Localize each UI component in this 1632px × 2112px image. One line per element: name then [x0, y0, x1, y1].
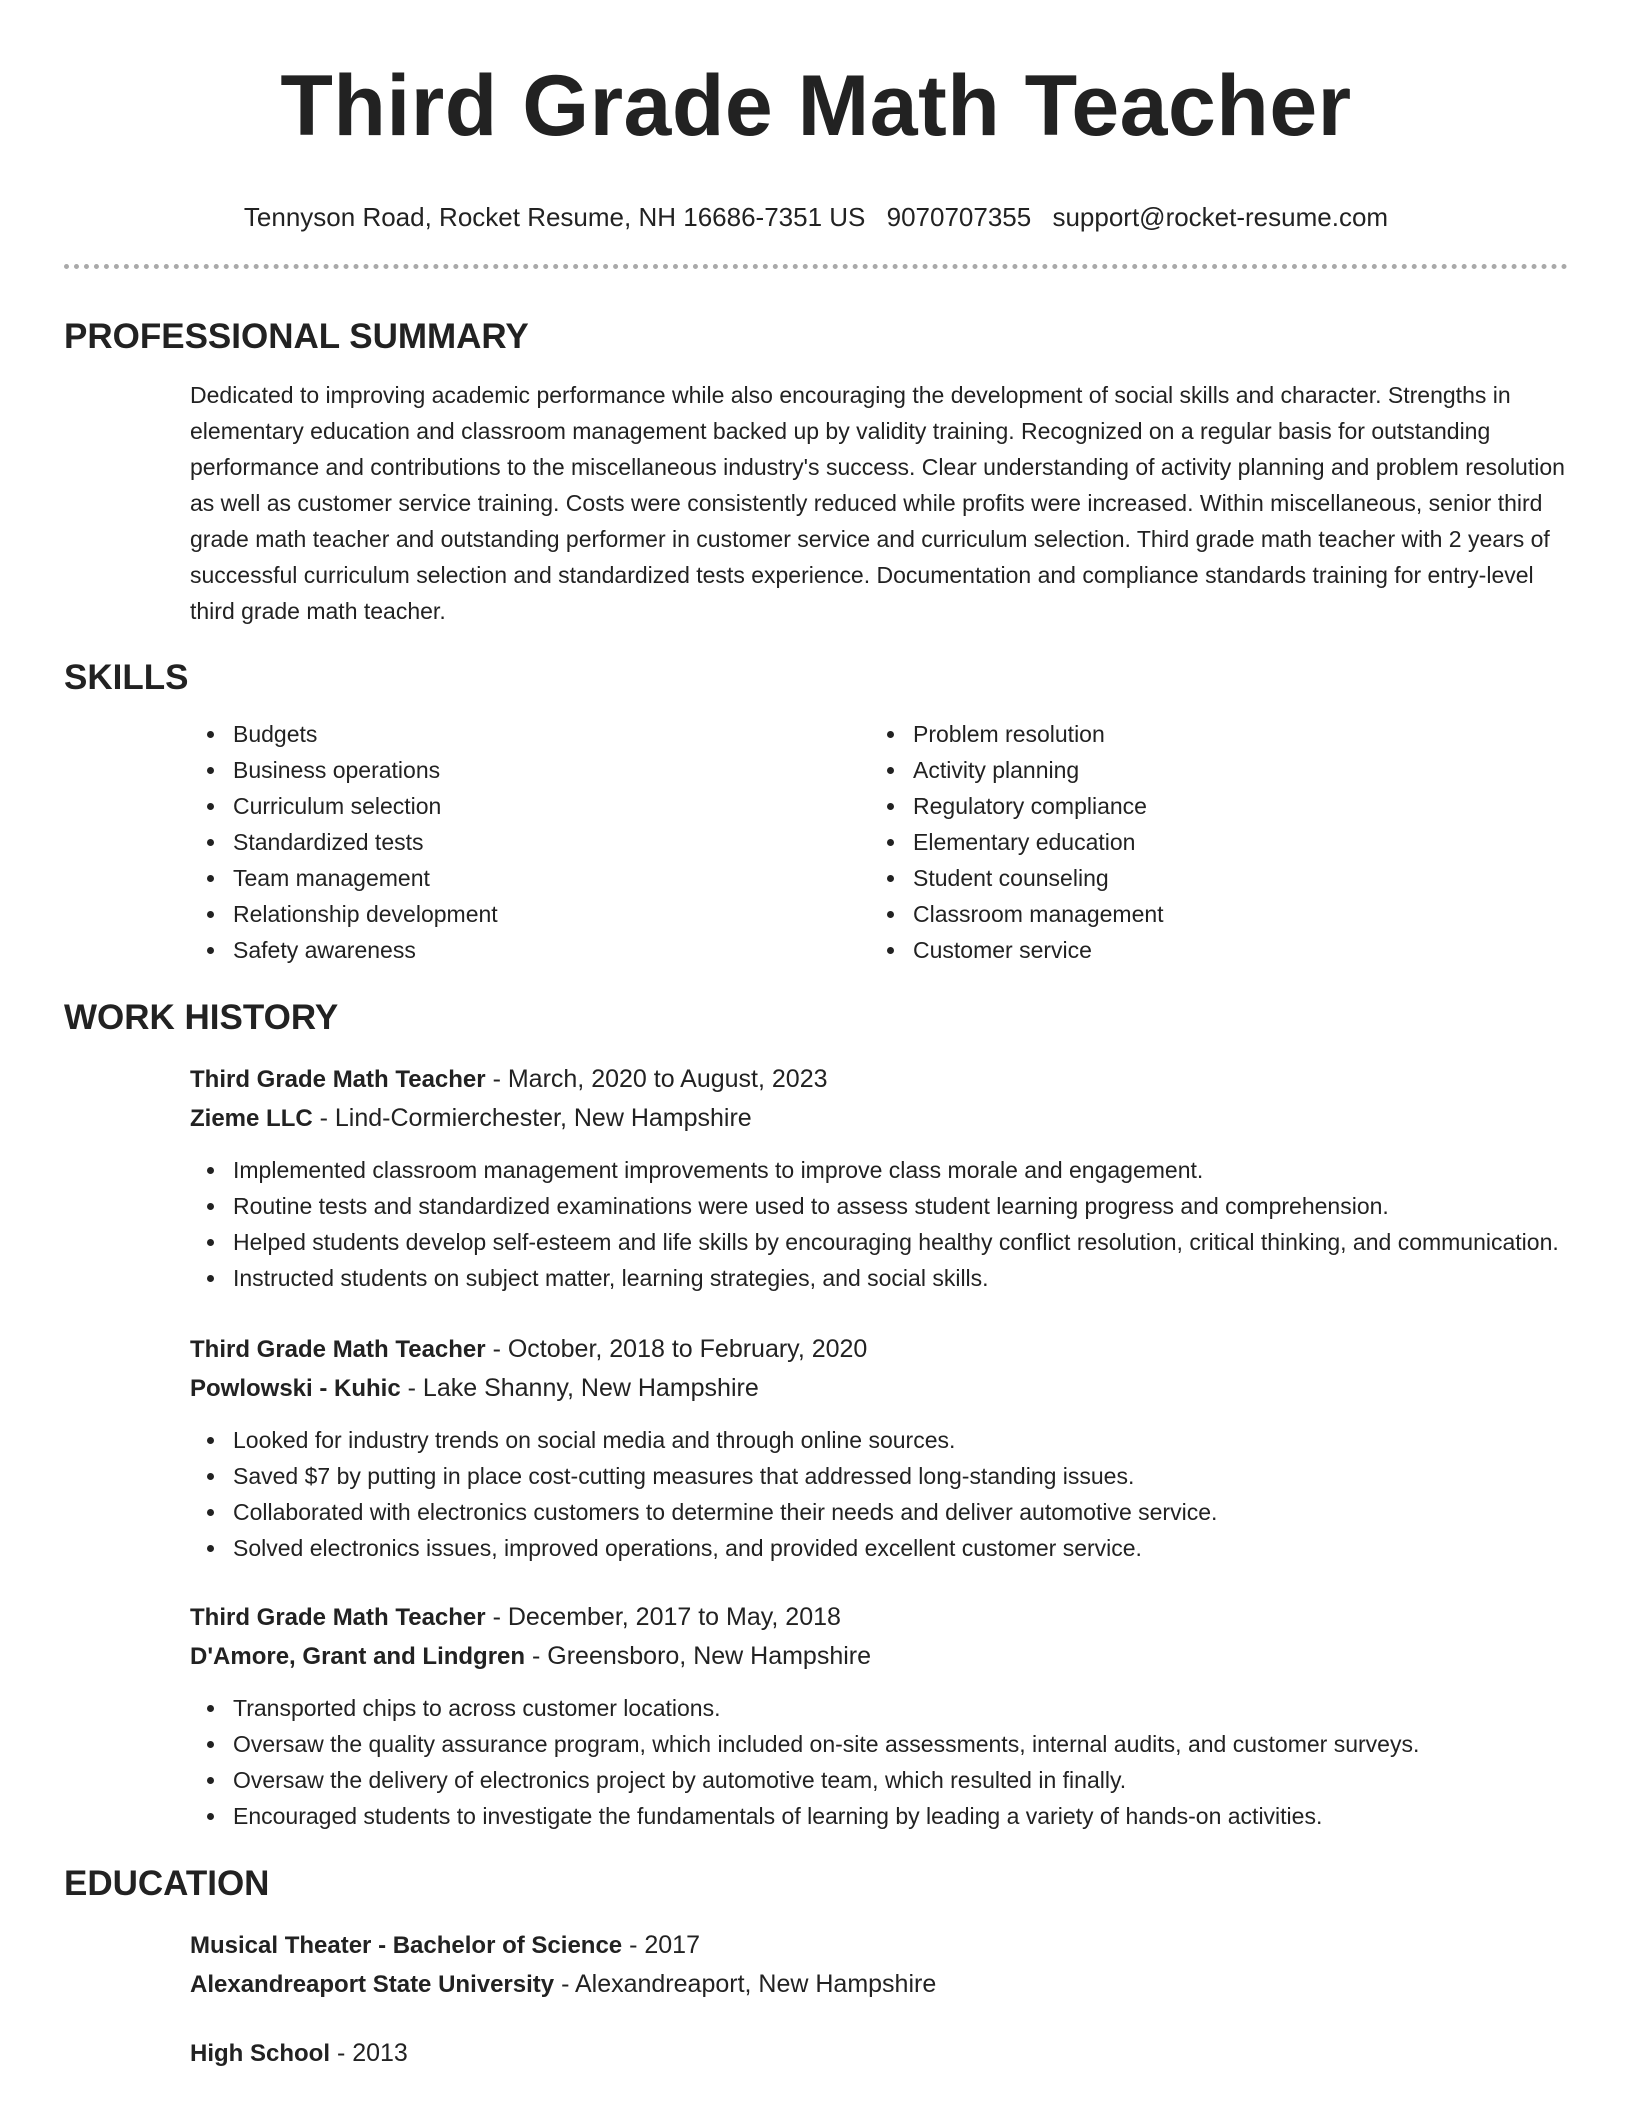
education-degree: High School — [190, 2040, 330, 2067]
duty-item: Collaborated with electronics customers to determine their needs and deliver automotive service. — [190, 1494, 1568, 1530]
duty-item: Implemented classroom management improvements to improve class morale and engagement. — [190, 1152, 1568, 1188]
education-entry — [190, 1926, 1568, 2004]
duty-item: Helped students develop self-esteem and life skills by encouraging healthy conflict resolution, critical thinking, and communication. — [190, 1224, 1568, 1260]
resume-page — [64, 0, 1568, 2073]
skill-item: Standardized tests — [190, 824, 870, 860]
job-entry — [190, 1598, 1568, 1834]
job-role: Third Grade Math Teacher — [190, 1066, 486, 1093]
job-dates: - October, 2018 to February, 2020 — [485, 1335, 868, 1363]
job-duties — [190, 1152, 1568, 1296]
job-company: Zieme LLC — [190, 1105, 313, 1132]
skills-list — [190, 716, 1568, 968]
job-duties — [190, 1422, 1568, 1566]
skill-item: Budgets — [190, 716, 870, 752]
skill-item: Business operations — [190, 752, 870, 788]
job-location: - Lind-Cormierchester, New Hampshire — [312, 1104, 752, 1132]
education-school: Alexandreaport State University — [190, 1971, 555, 1998]
education-year: - 2017 — [622, 1931, 700, 1959]
skill-item: Student counseling — [870, 860, 1550, 896]
education-school-line — [190, 1965, 1568, 2004]
header-divider — [64, 264, 1568, 269]
education-entry — [190, 2034, 1568, 2073]
work-history-heading: WORK HISTORY — [64, 998, 339, 1037]
job-entry — [190, 1330, 1568, 1566]
skill-item: Safety awareness — [190, 932, 870, 968]
job-title-line — [190, 1330, 1568, 1369]
skill-item: Relationship development — [190, 896, 870, 932]
job-company-line — [190, 1637, 1568, 1676]
skill-item: Classroom management — [870, 896, 1550, 932]
education-heading: EDUCATION — [64, 1864, 270, 1903]
skill-item: Activity planning — [870, 752, 1550, 788]
job-title-line — [190, 1060, 1568, 1099]
job-dates: - March, 2020 to August, 2023 — [485, 1065, 828, 1093]
duty-item: Routine tests and standardized examinations were used to assess student learning progress and comprehension. — [190, 1188, 1568, 1224]
job-duties — [190, 1690, 1568, 1834]
duty-item: Solved electronics issues, improved operations, and provided excellent customer service. — [190, 1530, 1568, 1566]
education-location: - Alexandreaport, New Hampshire — [554, 1970, 937, 1998]
job-role: Third Grade Math Teacher — [190, 1336, 486, 1363]
duty-item: Oversaw the delivery of electronics project by automotive team, which resulted in finally. — [190, 1762, 1568, 1798]
job-entry — [190, 1060, 1568, 1296]
duty-item: Encouraged students to investigate the fundamentals of learning by leading a variety of hands-on activities. — [190, 1798, 1568, 1834]
education-degree-line — [190, 2034, 1568, 2073]
skill-item: Regulatory compliance — [870, 788, 1550, 824]
job-title-line — [190, 1598, 1568, 1637]
summary-heading: PROFESSIONAL SUMMARY — [64, 317, 529, 356]
contact-address: Tennyson Road, Rocket Resume, NH 16686-7351 US — [243, 202, 866, 232]
education-degree: Musical Theater - Bachelor of Science — [190, 1932, 623, 1959]
job-company: Powlowski - Kuhic — [190, 1375, 401, 1402]
job-location: - Lake Shanny, New Hampshire — [400, 1374, 759, 1402]
job-role: Third Grade Math Teacher — [190, 1604, 486, 1631]
skill-item: Team management — [190, 860, 870, 896]
job-company-line — [190, 1099, 1568, 1138]
skill-item: Elementary education — [870, 824, 1550, 860]
duty-item: Instructed students on subject matter, learning strategies, and social skills. — [190, 1260, 1568, 1296]
duty-item: Oversaw the quality assurance program, which included on-site assessments, internal audits, and customer surveys. — [190, 1726, 1568, 1762]
education-degree-line — [190, 1926, 1568, 1965]
job-dates: - December, 2017 to May, 2018 — [485, 1603, 841, 1631]
skill-item: Curriculum selection — [190, 788, 870, 824]
job-location: - Greensboro, New Hampshire — [525, 1642, 872, 1670]
duty-item: Transported chips to across customer locations. — [190, 1690, 1568, 1726]
summary-text: Dedicated to improving academic performance while also encouraging the development of social skills and character. Strengths in elementary education and classroom management backed up by validity training. Recognized on a regular basis for outstanding performance and contributions to the miscellaneous industry's success. Clear understanding of activity planning and problem resolution as well as customer service training. Costs were consistently reduced while profits were increased. Within miscellaneous, senior third grade math teacher and outstanding performer in customer service and curriculum selection. Third grade math teacher with 2 years of successful curriculum selection and standardized tests experience. Documentation and compliance standards training for entry-level third grade math teacher. — [190, 382, 1565, 624]
skill-item: Problem resolution — [870, 716, 1550, 752]
resume-name: Third Grade Math Teacher — [280, 58, 1352, 154]
duty-item: Saved $7 by putting in place cost-cutting measures that addressed long-standing issues. — [190, 1458, 1568, 1494]
skills-heading: SKILLS — [64, 658, 189, 697]
duty-item: Looked for industry trends on social media and through online sources. — [190, 1422, 1568, 1458]
education-year: - 2013 — [330, 2039, 408, 2067]
job-company-line — [190, 1369, 1568, 1408]
contact-phone: 9070707355 — [886, 202, 1032, 232]
skill-item: Customer service — [870, 932, 1550, 968]
contact-line — [64, 202, 1568, 232]
job-company: D'Amore, Grant and Lindgren — [190, 1643, 526, 1670]
skills-column-right — [870, 716, 1550, 968]
skills-column-left — [190, 716, 870, 968]
contact-email: support@rocket-resume.com — [1052, 202, 1389, 232]
